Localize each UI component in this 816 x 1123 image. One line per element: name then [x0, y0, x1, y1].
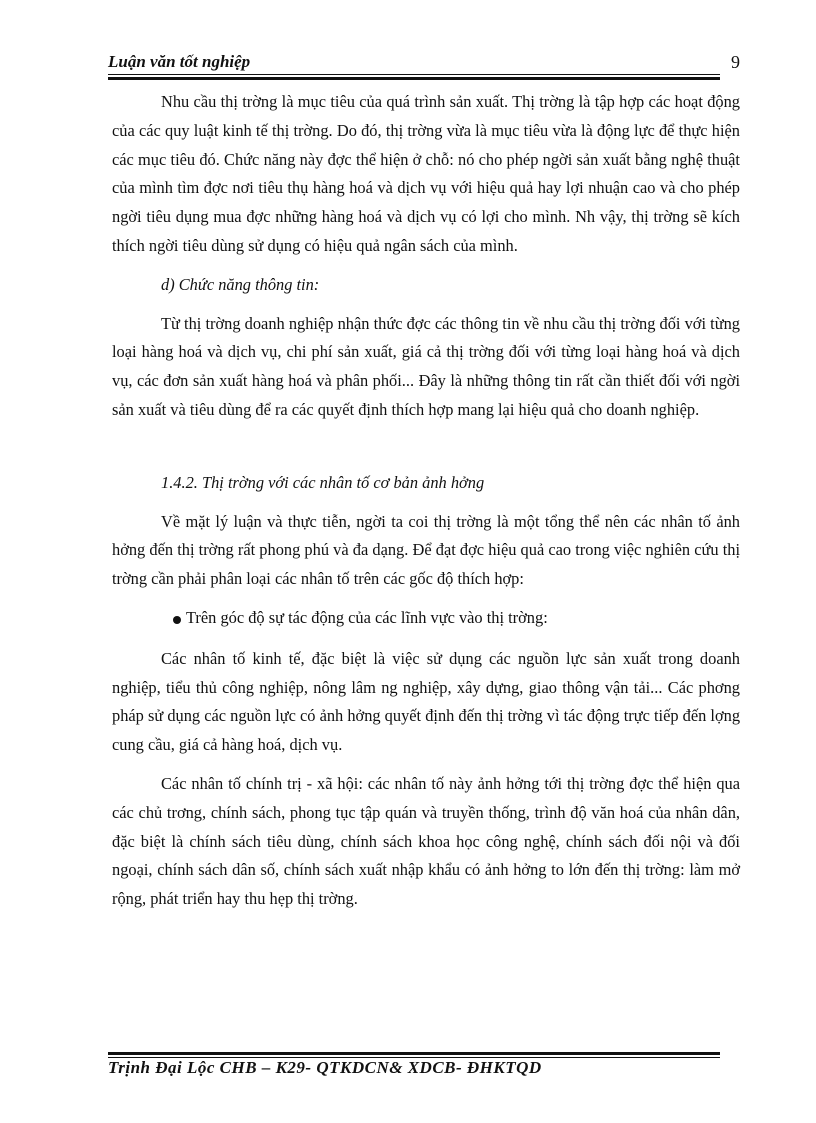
heading-section-1-4-2: 1.4.2. Thị trờng với các nhân tố cơ bản ảnh hởng [161, 472, 485, 492]
bullet-dot-icon [173, 616, 181, 624]
header-rule-thin [108, 74, 720, 75]
header-title: Luận văn tốt nghiệp [108, 52, 251, 71]
bullet-text: Trên góc độ sự tác động của các lĩnh vực vào thị trờng: [186, 607, 548, 627]
paragraph-market-demand: Nhu cầu thị trờng là mục tiêu của quá trình sản xuất. Thị trờng là tập hợp các hoạt động của các quy luật kinh tế thị trờng. Do đó, thị trờng vừa là mục tiêu vừa là động lực để thực hiện các mục tiêu đó. Chức năng này đợc thể hiện ở chỗ: nó cho phép ngời sản xuất bằng nghệ thuật của mình tìm đợc nơi tiêu thụ hàng hoá và dịch vụ với hiệu quả hay lợi nhuận cao và cho phép ngời tiêu dụng mua đợc những hàng hoá và dịch vụ có lợi cho mình. Nh vậy, thị trờng sẽ kích thích ngời tiêu dùng sử dụng có hiệu quả ngân sách của mình. [112, 92, 740, 255]
heading-info-function: d) Chức năng thông tin: [161, 274, 320, 294]
paragraph-factors-intro: Về mặt lý luận và thực tiễn, ngời ta coi thị trờng là một tổng thể nên các nhân tố ảnh hởng đến thị trờng rất phong phú và đa dạng. Để đạt đợc hiệu quả cao trong việc nghiên cứu thị trờng cần phải phân loại các nhân tố trên các gốc độ thích hợp: [112, 511, 740, 589]
spacer [112, 261, 740, 271]
paragraph-market-information: Từ thị trờng doanh nghiệp nhận thức đợc các thông tin về nhu cầu thị trờng đối với từng loại hàng hoá và dịch vụ, chi phí sản xuất, giá cả thị trờng đối với từng loại hàng hoá và dịch vụ, các đơn sản xuất hàng hoá và phân phối... Đây là những thông tin rất cần thiết đối với ngời sản xuất và tiêu dùng để ra các quyết định thích hợp mang lại hiệu quả cho doanh nghiệp. [112, 313, 740, 419]
page-footer: Trịnh Đại Lộc CHB – K29- QTKDCN& XDCB- ĐHKTQD [108, 1058, 542, 1077]
header-rule [108, 74, 720, 80]
spacer [112, 425, 740, 469]
footer-rule-thick [108, 1052, 720, 1055]
paragraph-political-social-factors: Các nhân tố chính trị - xã hội: các nhân tố này ảnh hởng tới thị trờng đợc thể hiện qua các chủ trơng, chính sách, phong tục tập quán và truyền thống, trình độ văn hoá của nhân dân, đặc biệt là chính sách tiêu dùng, chính sách khoa học công nghệ, chính sách đối nội và đối ngoại, chính sách dân số, chính sách xuất nhập khẩu có ảnh hởng to lớn đến thị trờng: làm mở rộng, phát triển hay thu hẹp thị trờng. [112, 773, 740, 909]
spacer [112, 498, 740, 508]
spacer [112, 760, 740, 770]
bullet-item [112, 604, 740, 633]
paragraph-economic-factors: Các nhân tố kinh tế, đặc biệt là việc sử dụng các nguồn lực sản xuất trong doanh nghiệp, tiểu thủ công nghiệp, nông lâm ng nghiệp, xây dựng, giao thông vận tải... Các phơng pháp sử dụng các nguồn lực có ảnh hởng quyết định đến thị trờng vì tác động trực tiếp đến lợng cung cầu, giá cả hàng hoá, dịch vụ. [112, 648, 741, 755]
header-rule-thick [108, 77, 720, 80]
spacer [112, 300, 740, 310]
page-number: 9 [731, 52, 740, 72]
document-body [112, 88, 740, 914]
